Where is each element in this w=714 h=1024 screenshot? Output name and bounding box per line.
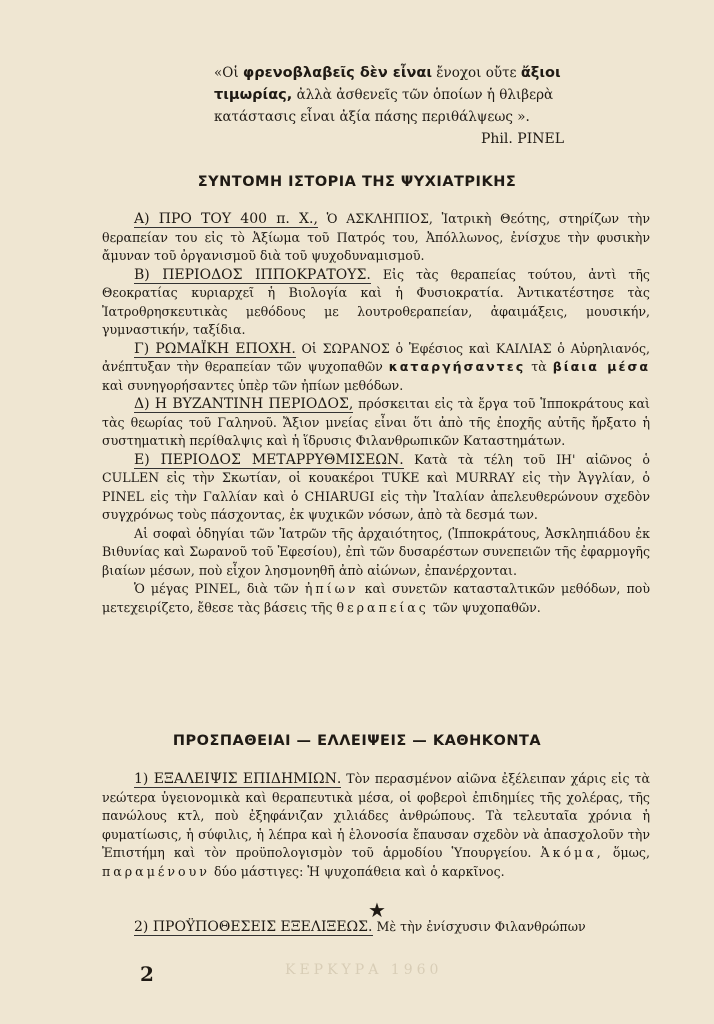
star-icon: ★ [368, 898, 386, 922]
history-item-label: Γ) ΡΩΜΑΪΚΗ ΕΠΟΧΗ. [134, 340, 296, 357]
faded-stamp: ΚΕΡΚΥΡΑ 1960 [285, 962, 443, 978]
efforts-item-label: 2) ΠΡΟΫΠΟΘΕΣΕΙΣ ΕΞΕΛΙΞΕΩΣ. [134, 919, 373, 935]
emphasis-text: θεραπείας [336, 599, 429, 615]
epigraph-bold-text: ἄξιοι [520, 65, 561, 81]
page-number: 2 [140, 962, 154, 986]
section-heading-efforts: ΠΡΟΣΠΑΘΕΙΑΙ — ΕΛΛΕΙΨΕΙΣ — ΚΑΘΗΚΟΝΤΑ [172, 733, 542, 749]
epigraph-line: «Οἱ φρενοβλαβεῖς δὲν εἶναι ἔνοχοι οὔτε ἄξιοι [214, 65, 561, 81]
efforts-item-label: 1) ΕΞΑΛΕΙΨΙΣ ΕΠΙΔΗΜΙΩΝ. [134, 771, 342, 787]
epigraph-signature: Phil. PINEL [480, 131, 564, 147]
epigraph-bold-text: φρενοβλαβεῖς δὲν εἶναι [242, 65, 432, 81]
emphasis-text: Ἀκόμα, [540, 845, 604, 860]
emphasis-text: παραμένουν [102, 863, 210, 879]
history-item-label: Β) ΠΕΡΙΟΔΟΣ ΙΠΠΟΚΡΑΤΟΥΣ. [134, 266, 371, 283]
history-item-label: Δ) Η ΒΥΖΑΝΤΙΝΗ ΠΕΡΙΟΔΟΣ, [134, 396, 354, 412]
paragraph: Ὁ μέγας PINEL, διὰ τῶν ἠπίων καὶ συνετῶν κατασταλτικῶν μεθόδων, ποὺ μετεχειρίζετο, ἔθεσε τὰς βάσεις τῆς θεραπείας τῶν ψυχοπαθῶν. [102, 581, 651, 615]
epigraph-bold-text: τιμωρίας, [214, 87, 293, 103]
history-item-a: Α) ΠΡΟ ΤΟΥ 400 π. Χ., Ὁ ΑΣΚΛΗΠΙΟΣ, Ἰατρικὴ Θεότης, στηρίζων τὴν θεραπείαν του εἰς τὸ Ἀξίωμα τοῦ Πατρός του, Ἀπόλλωνος, ἐνίσχυε τὴν φυσικὴν ἄμυναν τοῦ ὀργανισμοῦ διὰ τοῦ ψυχοδυναμισμοῦ. [102, 211, 650, 263]
emphasis-text: βίαια μέσα [552, 359, 650, 374]
epigraph-quote [214, 62, 624, 150]
efforts-item-1: 1) ΕΞΑΛΕΙΨΙΣ ΕΠΙΔΗΜΙΩΝ. Τὸν περασμένον αἰῶνα ἐξέλειπαν χάρις εἰς τὰ νεώτερα ὑγειονομικὰ καὶ θεραπευτικὰ μέσα, οἱ φοβεροὶ ἐπιδημίες τῆς χολέρας, τῆς πανώλους κτλ, ποὺ ἐξηφάνιζαν χιλιάδες ἀνθρώπους. Τὰ τελευταῖα χρόνια ἡ φυματίωσις, ἡ σύφιλις, ἡ λέπρα καὶ ἡ ἑλονοσία ἔπαυσαν σχεδὸν νὰ ἀπασχολοῦν τὴν Ἐπιστήμη καὶ τὸν προϋπολογισμὸν τοῦ ἁρμοδίου Ὑπουργείου. Ἀκόμα, ὅμως, παραμένουν δύο μάστιγες: Ἡ ψυχοπάθεια καὶ ὁ καρκῖνος. [102, 771, 651, 879]
efforts-item-2-block [102, 918, 650, 937]
history-item-e: Ε) ΠΕΡΙΟΔΟΣ ΜΕΤΑΡΡΥΘΜΙΣΕΩΝ. Κατὰ τὰ τέλη τοῦ ΙΗ' αἰῶνος ὁ CULLEN εἰς τὴν Σκωτίαν, οἱ κουακέροι TUKE καὶ MURRAY εἰς τὴν Ἀγγλίαν, ὁ PINEL εἰς τὴν Γαλλίαν καὶ ὁ CHIARUGI εἰς τὴν Ἰταλίαν ἀπελευθερώνουν σχεδὸν συγχρόνως τοὺς πάσχοντας, ἐκ ψυχικῶν νόσων, ἀπὸ τὰ δεσμά των. [102, 451, 651, 522]
emphasis-text: ἠπίων [304, 581, 359, 596]
history-item-c: Γ) ΡΩΜΑΪΚΗ ΕΠΟΧΗ. Οἱ ΣΩΡΑΝΟΣ ὁ Ἐφέσιος καὶ ΚΑΙΛΙΑΣ ὁ Αὐρηλιανός, ἀνέπτυξαν τὴν θεραπείαν τῶν ψυχοπαθῶν καταργήσαντες τὰ βίαια μέσα καὶ συνηγορήσαντες ὑπὲρ τῶν ἠπίων μεθόδων. [102, 340, 650, 393]
emphasis-text: καταργήσαντες [388, 359, 526, 374]
history-item-d: Δ) Η ΒΥΖΑΝΤΙΝΗ ΠΕΡΙΟΔΟΣ, πρόσκειται εἰς τὰ ἔργα τοῦ Ἱπποκράτους καὶ τὰς θεωρίας τοῦ Γαληνοῦ. Ἄξιον μνείας εἶναι ὅτι ἀπὸ τῆς ἐποχῆς αὐτῆς ἤρξατο ἡ συστηματικὴ περίθαλψις καὶ ἡ ἵδρυσις Φιλανθρωπικῶν Καταστημάτων. [102, 396, 650, 448]
efforts-section [102, 770, 650, 881]
history-section [102, 210, 650, 617]
epigraph-line: τιμωρίας, ἀλλὰ ἀσθενεῖς τῶν ὁποίων ἡ θλιβερὰ [214, 87, 554, 103]
section-heading-history: ΣΥΝΤΟΜΗ ΙΣΤΟΡΙΑ ΤΗΣ ΨΥΧΙΑΤΡΙΚΗΣ [197, 174, 517, 190]
history-item-label: Ε) ΠΕΡΙΟΔΟΣ ΜΕΤΑΡΡΥΘΜΙΣΕΩΝ. [134, 451, 404, 468]
epigraph-line: κατάστασις εἶναι ἀξία πάσης περιθάλψεως ». [214, 109, 530, 125]
efforts-item-2: 2) ΠΡΟΫΠΟΘΕΣΕΙΣ ΕΞΕΛΙΞΕΩΣ. Μὲ τὴν ἐνίσχυσιν Φιλανθρώπων [134, 919, 586, 935]
history-item-b: Β) ΠΕΡΙΟΔΟΣ ΙΠΠΟΚΡΑΤΟΥΣ. Εἰς τὰς θεραπείας τούτου, ἀντὶ τῆς Θεοκρατίας κυριαρχεῖ ἡ Βιολογία καὶ ἡ Φυσιοκρατία. Ἀντικατέστησε τὰς Ἰατροθρησκευτικὰς μεθόδους με λουτροθεραπείαν, ἀφαιμάξεις, μουσικήν, γυμναστικήν, ταξίδια. [102, 266, 650, 337]
history-item-label: Α) ΠΡΟ ΤΟΥ 400 π. Χ., [134, 211, 318, 227]
paragraph: Αἱ σοφαὶ ὁδηγίαι τῶν Ἰατρῶν τῆς ἀρχαιότητος, (Ἱπποκράτους, Ἀσκληπιάδου ἐκ Βιθυνίας καὶ Σωρανοῦ τοῦ Ἐφεσίου), ἐπὶ τῶν δυσαρέστων συνεπειῶν τῆς ἐφαρμογῆς βιαίων μέσων, ποὺ εἶχον λησμονηθῆ ἀπὸ αἰώνων, ἐπανέρχονται. [102, 525, 650, 578]
